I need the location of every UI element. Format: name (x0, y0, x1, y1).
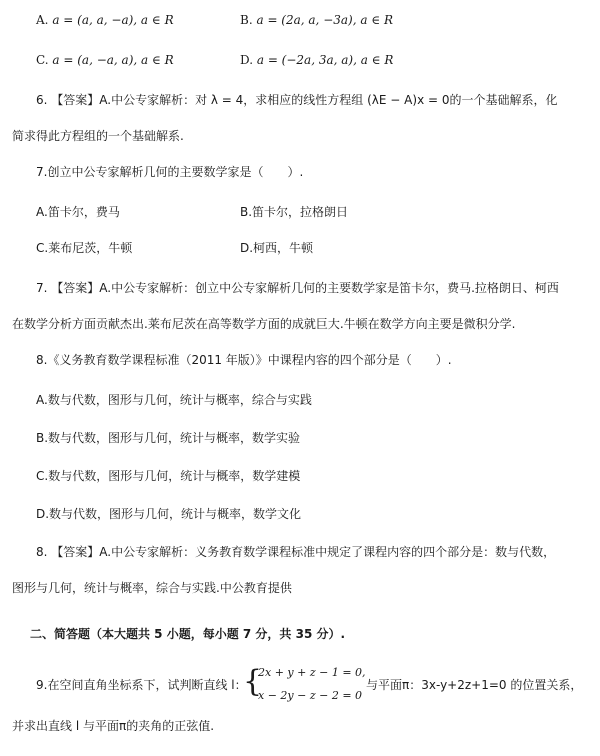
section-2-heading: 二、简答题（本大题共 5 小题，每小题 7 分，共 35 分）. (30, 627, 346, 641)
question-7-stem: 7.创立中公专家解析几何的主要数学家是（ ）. (36, 165, 304, 179)
option-b-label: B. (240, 13, 253, 27)
question-8-stem: 8.《义务教育数学课程标准（2011 年版）》中课程内容的四个部分是（ ）. (36, 353, 452, 367)
option-c-expr: a = (a, −a, a), a ∈ R (52, 53, 174, 67)
answer-6-line-2: 简求得此方程组的一个基础解系. (12, 129, 184, 143)
question-8-option-d: D.数与代数，图形与几何，统计与概率，数学文化 (36, 507, 302, 521)
question-8-option-a: A.数与代数，图形与几何，统计与概率，综合与实践 (36, 393, 312, 407)
option-c-label: C. (36, 53, 49, 67)
answer-7-line-1: 7. 【答案】A.中公专家解析：创立中公专家解析几何的主要数学家是笛卡尔，费马.拉格朗日、柯西 (36, 281, 559, 295)
option-b-expr: a = (2a, a, −3a), a ∈ R (256, 13, 394, 27)
answer-6-line-1: 6. 【答案】A.中公专家解析：对 λ = 4，求相应的线性方程组 (λE − A)x = 0的一个基础解系，化 (36, 93, 558, 107)
question-7-option-a: A.笛卡尔，费马 (36, 205, 120, 219)
option-b (240, 12, 393, 28)
option-a-label: A. (36, 13, 49, 27)
answer-8-line-1: 8. 【答案】A.中公专家解析：义务教育数学课程标准中规定了课程内容的四个部分是：数与代数， (36, 545, 556, 559)
system-equation-2: x − 2y − z − 2 = 0 (258, 689, 363, 702)
answer-7-line-2: 在数学分析方面贡献杰出.莱布尼茨在高等数学方面的成就巨大.牛顿在数学方向主要是微积分学. (12, 317, 516, 331)
option-a (36, 12, 174, 28)
question-9-suffix: 与平面π：3x-y+2z+1=0 的位置关系， (366, 678, 583, 692)
option-d (240, 52, 393, 68)
question-9-prefix: 9.在空间直角坐标系下，试判断直线 l： (36, 678, 247, 692)
question-9-line-2: 并求出直线 l 与平面π的夹角的正弦值. (12, 719, 215, 733)
option-d-expr: a = (−2a, 3a, a), a ∈ R (256, 53, 394, 67)
question-7-option-b: B.笛卡尔，拉格朗日 (240, 205, 349, 219)
system-equation-1: 2x + y + z − 1 = 0, (258, 666, 366, 679)
option-d-label: D. (240, 53, 254, 67)
question-8-option-b: B.数与代数，图形与几何，统计与概率，数学实验 (36, 431, 301, 445)
answer-8-line-2: 图形与几何，统计与概率，综合与实践.中公教育提供 (12, 581, 292, 595)
option-a-expr: a = (a, a, −a), a ∈ R (52, 13, 174, 27)
question-7-option-d: D.柯西，牛顿 (240, 241, 314, 255)
system-brace: { (243, 664, 263, 699)
question-7-option-c: C.莱布尼茨，牛顿 (36, 241, 133, 255)
question-8-option-c: C.数与代数，图形与几何，统计与概率，数学建模 (36, 469, 301, 483)
option-c (36, 52, 174, 68)
